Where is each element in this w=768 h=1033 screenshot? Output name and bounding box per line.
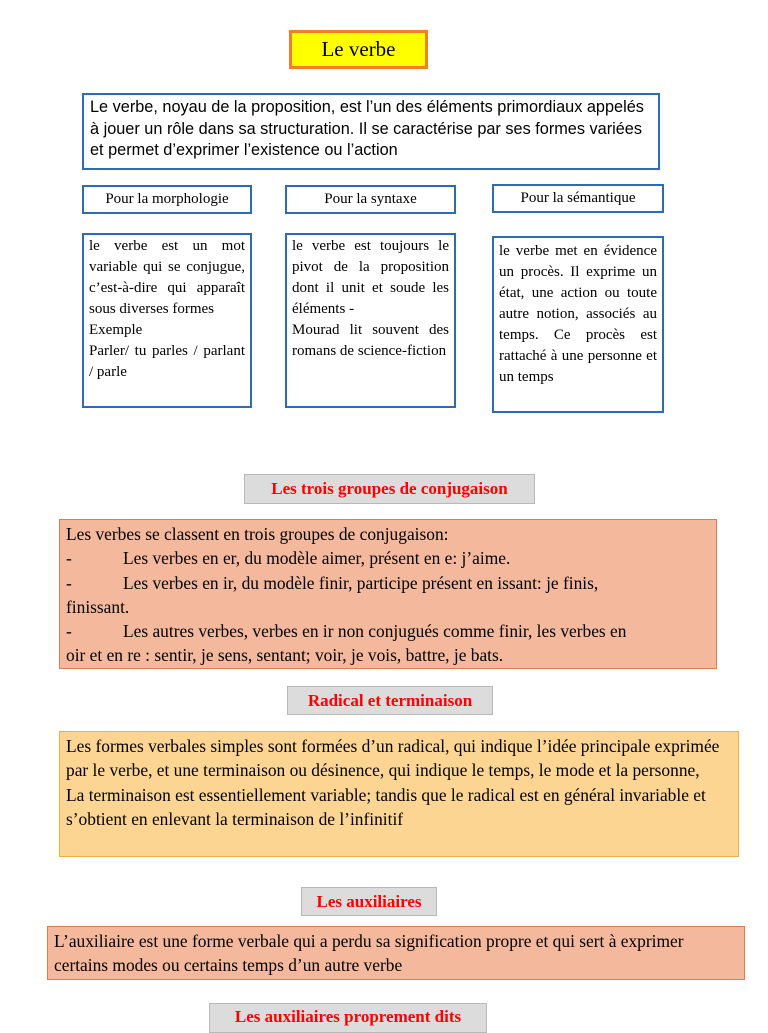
list-text: Les verbes en ir, du modèle finir, participe présent en issant: je finis, [123, 572, 599, 593]
syntax-header: Pour la syntaxe [285, 185, 456, 214]
radical-heading: Radical et terminaison [287, 686, 493, 715]
intro-box: Le verbe, noyau de la proposition, est l’un des éléments primordiaux appelés à jouer un rôle dans sa structuration. Il se caractérise par ses formes variées et permet d’exprimer l’existence ou l’action [82, 93, 660, 170]
groups-item-continuation: finissant. [66, 596, 130, 617]
syntax-text: le verbe est toujours le pivot de la proposition dont il unit et soude les éléments - [292, 238, 449, 317]
groups-item [66, 619, 710, 643]
morphology-box [82, 233, 252, 408]
morphology-example: Parler/ tu parles / parlant / parle [89, 343, 245, 380]
syntax-example: Mourad lit souvent des romans de science-fiction [292, 322, 449, 359]
semantics-box [492, 236, 664, 413]
radical-text-1: Les formes verbales simples sont formées d’un radical, qui indique l’idée principale exprimée par le verbe, et une terminaison ou désinence, qui indique le temps, le mode et la personne, [66, 736, 720, 781]
syntax-box [285, 233, 456, 408]
morphology-example-label: Exemple [89, 322, 143, 338]
radical-box [59, 731, 739, 857]
aux-proper-heading: Les auxiliaires proprement dits [209, 1003, 487, 1033]
page-title: Le verbe [289, 30, 428, 69]
auxiliaries-heading: Les auxiliaires [301, 887, 437, 916]
morphology-text: le verbe est un mot variable qui se conjugue, c’est-à-dire qui apparaît sous diverses formes [89, 238, 245, 317]
list-dash: - [66, 621, 72, 642]
semantics-header: Pour la sémantique [492, 184, 664, 213]
list-dash: - [66, 572, 72, 593]
groups-item [66, 546, 710, 570]
list-dash: - [66, 548, 72, 569]
groups-intro: Les verbes se classent en trois groupes de conjugaison: [66, 524, 449, 544]
list-text: Les autres verbes, verbes en ir non conjugués comme finir, les verbes en [123, 621, 627, 642]
auxiliaries-text: L’auxiliaire est une forme verbale qui a perdu sa signification propre et qui sert à exprimer certains modes ou certains temps d’un autre verbe [54, 931, 684, 976]
groups-item [66, 571, 710, 595]
groups-heading: Les trois groupes de conjugaison [244, 474, 535, 504]
groups-item-continuation: oir et en re : sentir, je sens, sentant; voir, je vois, battre, je bats. [66, 645, 504, 666]
groups-box [59, 519, 717, 669]
semantics-text: le verbe met en évidence un procès. Il exprime un état, une action ou toute autre notion, associés au temps. Ce procès est rattaché à une personne et un temps [499, 243, 657, 385]
radical-text-2: La terminaison est essentiellement variable; tandis que le radical est en général invariable et s’obtient en enlevant la terminaison de l’infinitif [66, 784, 706, 829]
morphology-header: Pour la morphologie [82, 185, 252, 214]
auxiliaries-box [47, 926, 745, 980]
list-text: Les verbes en er, du modèle aimer, présent en e: j’aime. [123, 548, 511, 569]
